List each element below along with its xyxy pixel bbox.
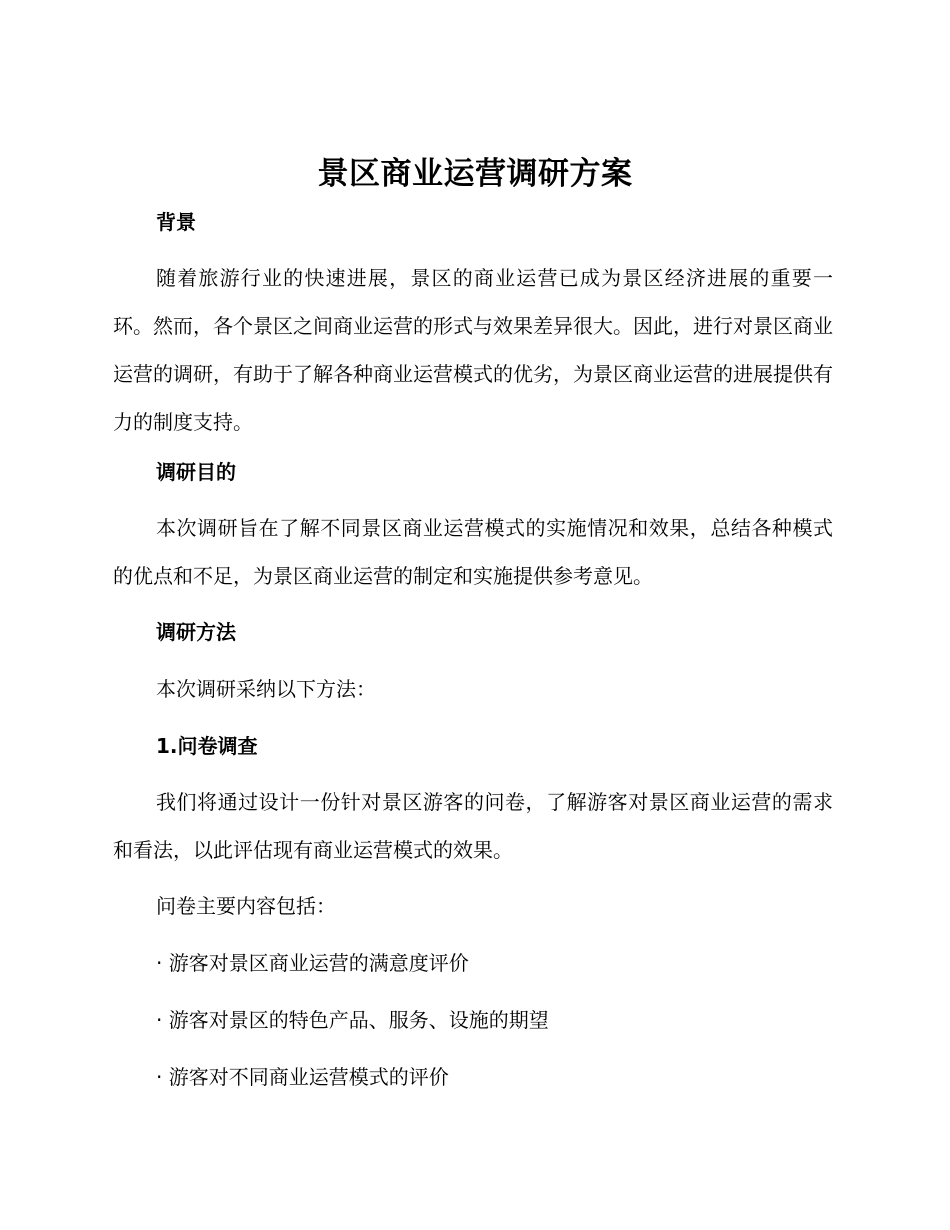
document-title: 景区商业运营调研方案 xyxy=(317,156,633,192)
list-item: · 游客对景区的特色产品、服务、设施的期望 xyxy=(156,1008,549,1032)
paragraph-purpose: 本次调研旨在了解不同景区商业运营模式的实施情况和效果，总结各种模式的优点和不足，为景区商业运营的制定和实施提供参考意见。 xyxy=(113,516,833,588)
paragraph-questionnaire-contents: 问卷主要内容包括： xyxy=(156,894,336,918)
paragraph-background: 随着旅游行业的快速进展，景区的商业运营已成为景区经济进展的重要一环。然而，各个景区之间商业运营的形式与效果差异很大。因此，进行对景区商业运营的调研，有助于了解各种商业运营模式的优劣，为景区商业运营的进展提供有力的制度支持。 xyxy=(113,266,833,434)
paragraph-questionnaire: 我们将通过设计一份针对景区游客的问卷，了解游客对景区商业运营的需求和看法，以此评估现有商业运营模式的效果。 xyxy=(113,790,833,862)
section-heading-method: 调研方法 xyxy=(156,620,236,644)
section-heading-purpose: 调研目的 xyxy=(156,460,236,484)
section-heading-background: 背景 xyxy=(156,210,196,234)
paragraph-method-intro: 本次调研采纳以下方法： xyxy=(156,677,376,701)
list-item: · 游客对景区商业运营的满意度评价 xyxy=(156,951,469,975)
subsection-heading-questionnaire: 1.问卷调查 xyxy=(156,734,258,758)
list-item: · 游客对不同商业运营模式的评价 xyxy=(156,1065,449,1089)
